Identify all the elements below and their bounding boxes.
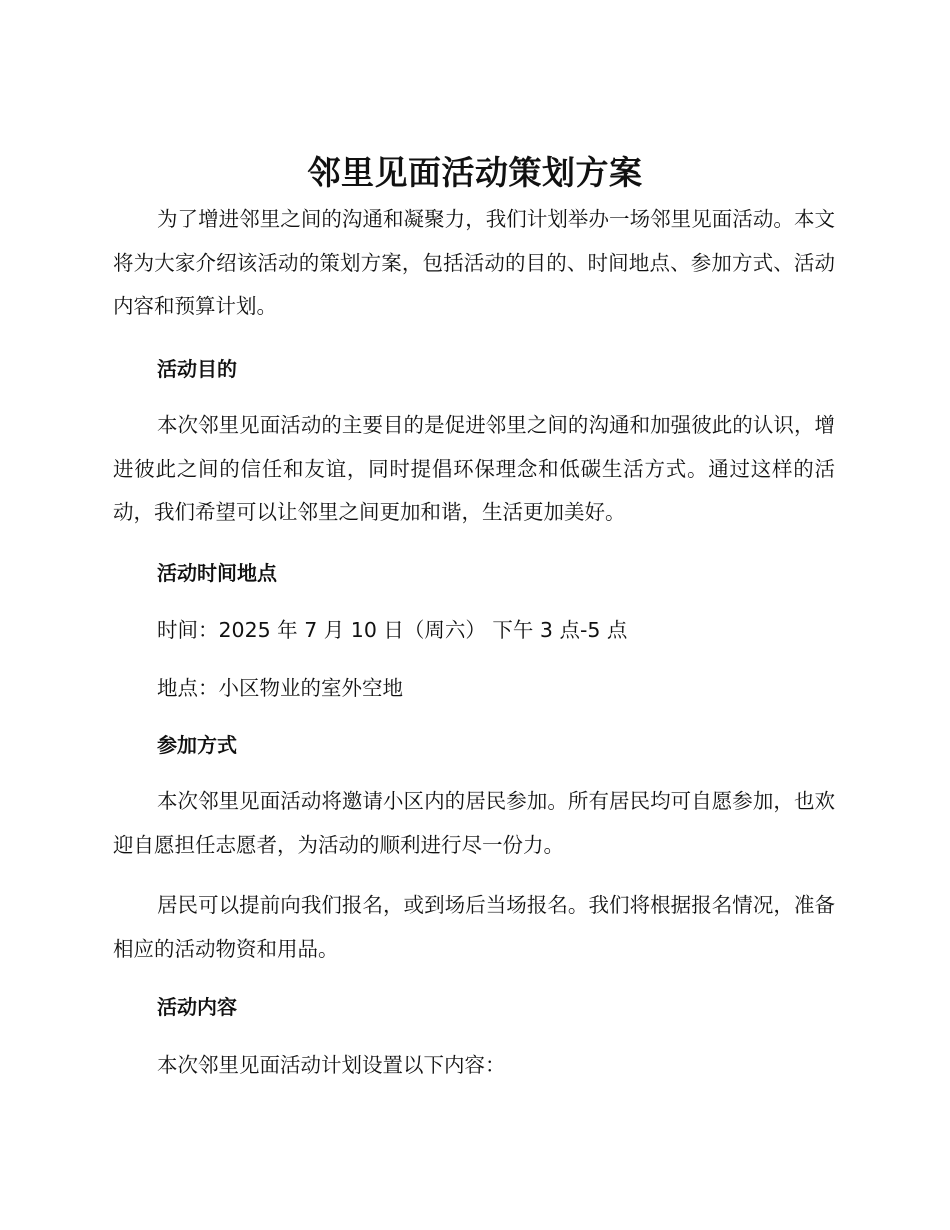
purpose-paragraph: 本次邻里见面活动的主要目的是促进邻里之间的沟通和加强彼此的认识，增进彼此之间的信任和友谊，同时提倡环保理念和低碳生活方式。通过这样的活动，我们希望可以让邻里之间更加和谐，生活更加美好。 <box>113 413 835 524</box>
section-heading-purpose: 活动目的 <box>157 357 237 381</box>
section-heading-content: 活动内容 <box>157 995 237 1019</box>
section-heading-participation: 参加方式 <box>157 733 237 757</box>
event-place-line: 地点：小区物业的室外空地 <box>157 676 403 700</box>
document-title: 邻里见面活动策划方案 <box>307 153 643 192</box>
participation-paragraph-1: 本次邻里见面活动将邀请小区内的居民参加。所有居民均可自愿参加，也欢迎自愿担任志愿者，为活动的顺利进行尽一份力。 <box>113 789 835 857</box>
content-paragraph: 本次邻里见面活动计划设置以下内容： <box>157 1053 506 1077</box>
section-heading-time-place: 活动时间地点 <box>157 561 277 585</box>
event-time-line: 时间：2025 年 7 月 10 日（周六） 下午 3 点-5 点 <box>157 618 628 642</box>
intro-paragraph: 为了增进邻里之间的沟通和凝聚力，我们计划举办一场邻里见面活动。本文将为大家介绍该活动的策划方案，包括活动的目的、时间地点、参加方式、活动内容和预算计划。 <box>113 207 835 318</box>
participation-paragraph-2: 居民可以提前向我们报名，或到场后当场报名。我们将根据报名情况，准备相应的活动物资和用品。 <box>113 893 835 961</box>
